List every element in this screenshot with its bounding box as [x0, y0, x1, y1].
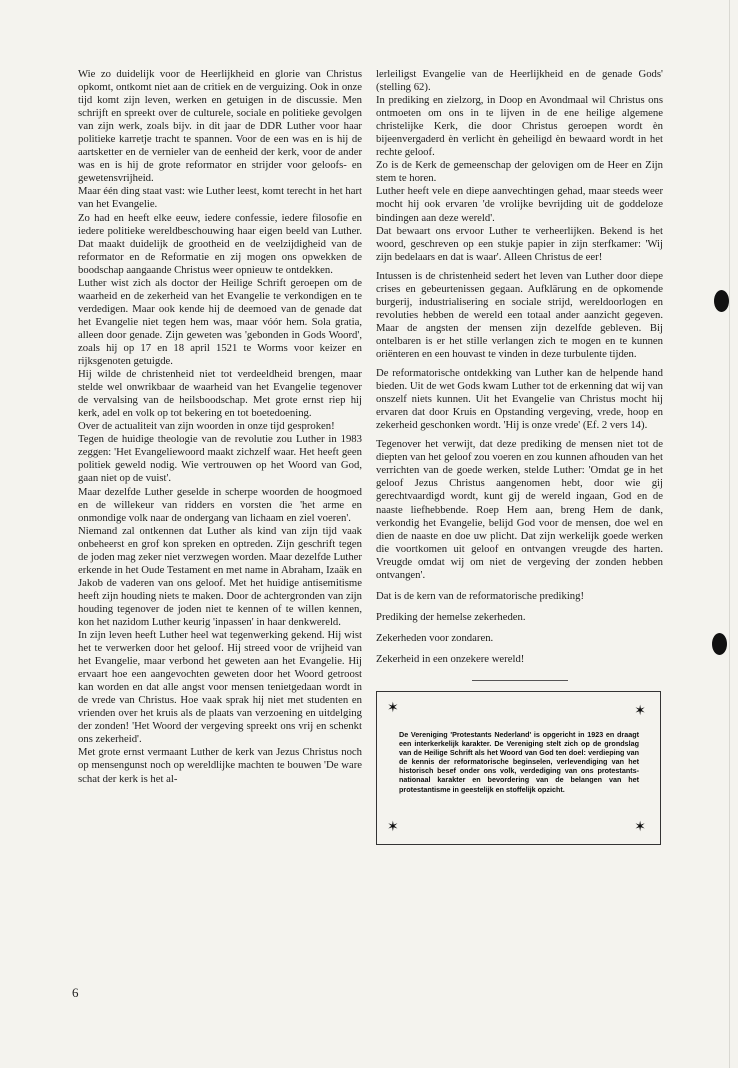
paragraph: Zo had en heeft elke eeuw, iedere confessie, iedere filosofie en iedere politieke wereldbeschouwing haar eigen beeld van Luther. Dat maakt duidelijk de grootheid en de veelzijdigheid van de reformator en de Reformatie en zij mogen ons opwekken de boodschap aangaande Christus weer opnieuw te ontdekken.	[78, 211, 362, 276]
association-notice-box	[376, 691, 661, 845]
left-column	[78, 68, 362, 786]
paragraph: Over de actualiteit van zijn woorden in onze tijd gesproken!	[78, 420, 335, 433]
paragraph: Luther heeft vele en diepe aanvechtingen gehad, maar steeds weer mocht hij ook ervaren 'de vrolijke bevrijding uit de goddeloze bindingen aan deze wereld'.	[376, 185, 663, 224]
star-icon: ✶	[634, 702, 646, 719]
paragraph: Niemand zal ontkennen dat Luther als kind van zijn tijd vaak onbeheerst en grof kon spreken en optreden. Zijn geschrift tegen de joden mag zeker niet verzwegen worden. Maar dezelfde Luther erkende in het Oude Testament en met name in Abraham, Izaäk en Jakob de vaderen van ons geloof. Met het huidige antisemitisme heeft zijn houding niets te maken. Door de achtergronden van zijn houding tegenover de joden niet te kennen of te willen kennen, kon het nazidom Luther keurig 'inpassen' in haar denkwereld.	[78, 524, 362, 628]
paragraph: Dat bewaart ons ervoor Luther te verheerlijken. Bekend is het woord, geschreven op een stukje papier in zijn sterfkamer: 'Wij zijn bedelaars en dat is waar'. Alleen Christus de eer!	[376, 224, 663, 263]
star-icon: ✶	[387, 818, 399, 835]
closing-line: Zekerheden voor zondaren.	[376, 631, 494, 644]
paragraph: Intussen is de christenheid sedert het leven van Luther door diepe crises en gebeurtenissen gegaan. Aufklärung en de opkomende burgerij, industrialisering en sociale strijd, wereldoorlogen en revoluties hebben de wereld een totaal ander aanzicht gegeven. Maar de angsten der mensen zijn dezelfde gebleven. Bij ontelbaren is er het stille verlangen zich te mogen en te kunnen oriënteren en een houvast te vinden in deze turbulente tijden.	[376, 269, 663, 360]
paragraph: Met grote ernst vermaant Luther de kerk van Jezus Christus noch op mensengunst noch op wereldlijke machten te bouwen 'De ware schat der kerk is het al-	[78, 746, 362, 785]
paragraph: Wie zo duidelijk voor de Heerlijkheid en glorie van Christus opkomt, ontkomt niet aan de critiek en de verguizing. Ook in onze tijd komt zijn leven, werken en getuigen in de discussie. Men schrijft en spreekt over de culturele, sociale en politieke gevolgen van zijn werk, zoals bijv. in dit jaar de DDR Luther voor haar politieke karretje tracht te spannen. Voor de een was en is hij de aartsketter en de vernieler van de eenheid der kerk, voor de ander was en is hij de grote reformator en strijder voor geloofs- en gewetensvrijheid.	[78, 68, 362, 185]
closing-line: Dat is de kern van de reformatorische prediking!	[376, 589, 585, 602]
closing-line: Prediking der hemelse zekerheden.	[376, 610, 526, 623]
paragraph: Zo is de Kerk de gemeenschap der gelovigen om de Heer en Zijn stem te horen.	[376, 159, 663, 185]
paragraph: In zijn leven heeft Luther heel wat tegenwerking gekend. Hij wist het te verwerken door het geloof. Hij streed voor de vrijheid van het Evangelie, maar verbond het geweten aan het Evangelie. Hij ervaart hoe een aangevochten geweten door het Woord getroost kan worden en dat alle angst voor mensen tenietgedaan wordt in de vrede van Christus. Hoe vaak sprak hij niet met studenten en vrienden over het kruis als de plaats van verzoening en uitdelging der zonden! 'Het Woord der vergeving spreekt ons vrij en schenkt ons zekerheid'.	[78, 629, 362, 746]
paragraph: lerleiligst Evangelie van de Heerlijkheid en de genade Gods' (stelling 62).	[376, 68, 663, 94]
paragraph: Tegen de huidige theologie van de revolutie zou Luther in 1983 zeggen: 'Het Evangeliewoord maakt zichzelf waar. Het heeft geen politiek geweld nodig. Wie vertrouwen op het Woord van God, gaan niet op de vuist'.	[78, 433, 362, 485]
notice-text: De Vereniging 'Protestants Nederland' is opgericht in 1923 en draagt een interkerkelijk karakter. De Vereniging stelt zich op de grondslag van de Heilige Schrift als het Woord van God ten doel: verdieping van de kennis der reformatorische beginselen, verlevendiging van het historisch besef onder ons volk, verdediging van ons protestants-nationaal karakter en bevordering van de belangen van het protestantisme in geestelijk en stoffelijk opzicht.	[399, 729, 639, 794]
right-column	[376, 68, 663, 845]
closing-line: Zekerheid in een onzekere wereld!	[376, 652, 525, 665]
paragraph: Maar dezelfde Luther geselde in scherpe woorden de hoogmoed en de willekeur van ridders en vorsten die 'het arme en onmondige volk naar de ondergang van lichaam en ziel voeren'.	[78, 485, 362, 524]
paragraph: Luther wist zich als doctor der Heilige Schrift geroepen om de waarheid en de zekerheid van het Evangelie te verkondigen en te verdedigen. Maar ook kende hij de deemoed van de genade dat het Evangelie niet tegen hem was, maar vóór hem. Sola gratia, alleen door genade. Zijn geweten was 'gebonden in Gods Woord', zoals hij op 17 en 18 april 1521 te Worms voor keizer en rijksgenoten getuigde.	[78, 276, 362, 368]
paragraph: Maar één ding staat vast: wie Luther leest, komt terecht in het hart van het Evangelie.	[78, 185, 362, 211]
paragraph: In prediking en zielzorg, in Doop en Avondmaal wil Christus ons ontmoeten om ons in te lijven in de ene heilige algemene christelijke Kerk, die door Christus geroepen wordt èn bijeenvergaderd èn verlicht èn geheiligd èn bewaard wordt in het rechte geloof.	[376, 94, 663, 159]
page-edge	[729, 0, 730, 1068]
page-number: 6	[72, 985, 79, 1000]
section-divider	[472, 680, 568, 681]
paragraph: Tegenover het verwijt, dat deze prediking de mensen niet tot de diepten van het geloof zou voeren en zou kunnen afhouden van het verrichten van de goede werken, stelde Luther: 'Omdat ge in het geloof Jezus Christus aangenomen hebt, door wie gij gerechtvaardigd wordt, kunt gij de wereld ingaan, God en de naaste liefhebbende. Roep Hem aan, breng Hem de dank, verkondig het Evangelie, belijd God voor de mensen, doe wel en dien de naaste en doe uw plicht. Dat zijn werkelijk goede werken die voortkomen uit geloof en ontvangen vreugde des harten. Vreugde omdat wij om niet de vergeving der zonden hebben ontvangen'.	[376, 438, 663, 581]
paragraph: Hij wilde de christenheid niet tot verdeeldheid brengen, maar stelde wel onwrikbaar de waarheid van het Evangelie tegenover de vervalsing van de heilsboodschap. Met grote ernst riep hij kerk, adel en volk op tot bekering en tot boetedoening.	[78, 368, 362, 420]
punch-hole-icon	[712, 633, 727, 655]
paragraph: De reformatorische ontdekking van Luther kan de helpende hand bieden. Uit de wet Gods kwam Luther tot de erkenning dat wij van onszelf niets kunnen. Uit het Evangelie van Christus mocht hij ervaren dat door Kruis en Opstanding vergeving, vrede, hoop en zekerheid geschonken wordt. 'Hij is onze vrede' (Ef. 2 vers 14).	[376, 367, 663, 432]
star-icon: ✶	[634, 818, 646, 835]
punch-hole-icon	[714, 290, 729, 312]
star-icon: ✶	[387, 699, 399, 716]
